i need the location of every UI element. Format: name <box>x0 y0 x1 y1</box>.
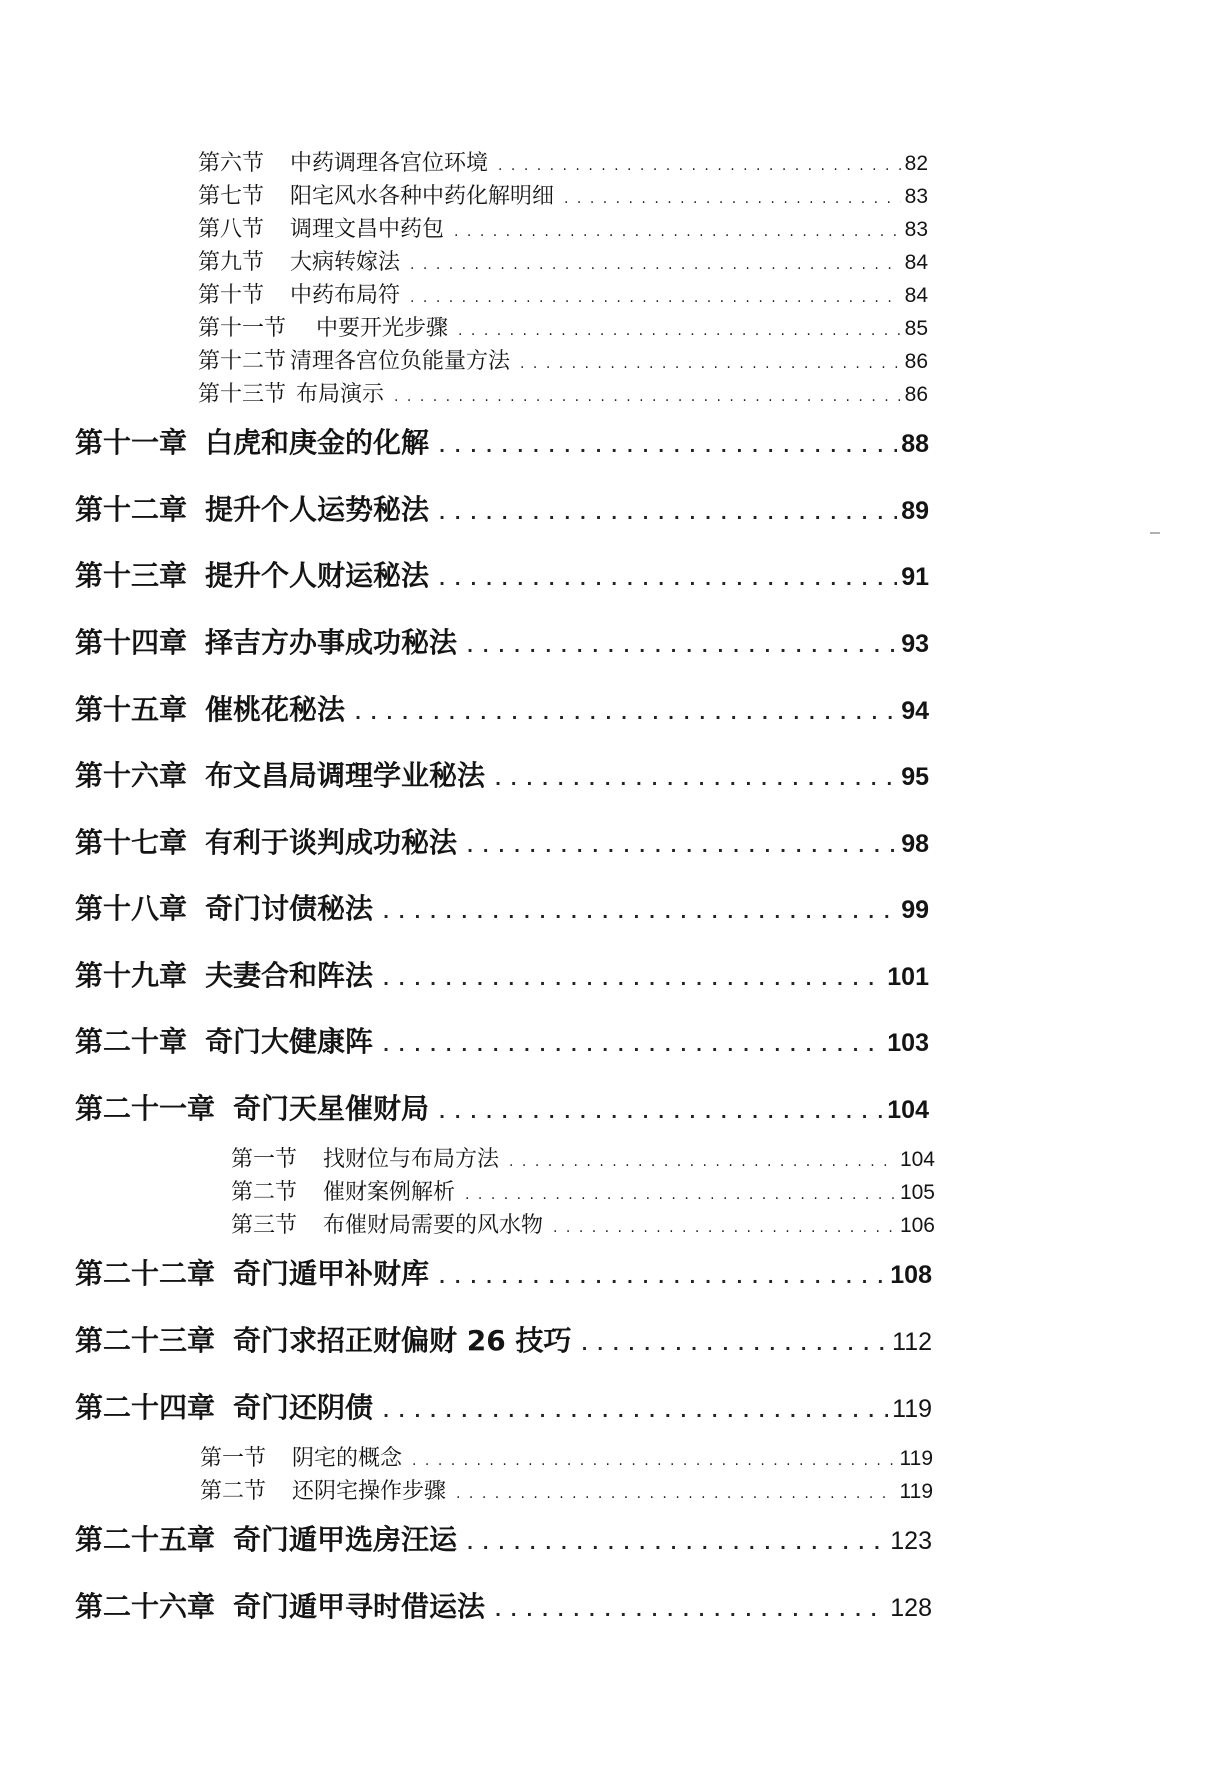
toc-chapter-row[interactable] <box>75 1087 929 1131</box>
chapter-title: 奇门还阴债 <box>233 1391 374 1424</box>
chapter-label: 第二十五章 <box>75 1523 216 1556</box>
toc-section-row[interactable] <box>198 311 928 345</box>
chapter-title: 奇门求招正财偏财 26 技巧 <box>233 1324 572 1357</box>
chapter-label: 第十一章 <box>75 426 188 459</box>
toc-chapter-row[interactable] <box>75 554 929 598</box>
dot-leader <box>495 770 897 789</box>
page-number: 89 <box>901 497 929 525</box>
dot-leader <box>439 504 897 523</box>
toc-section-row[interactable] <box>198 278 928 312</box>
page-number: 88 <box>901 430 929 458</box>
page-number: 99 <box>901 896 929 924</box>
page-number: 94 <box>901 697 929 725</box>
dot-leader <box>467 1534 886 1553</box>
toc-chapter-row[interactable] <box>75 688 929 732</box>
dot-leader <box>495 1601 886 1620</box>
page-number: 95 <box>901 763 929 791</box>
toc-chapter-row[interactable] <box>75 754 929 798</box>
chapter-label: 第十五章 <box>75 693 188 726</box>
page-number: 104 <box>899 1148 935 1171</box>
dot-leader <box>509 1154 896 1170</box>
section-title: 中要开光步骤 <box>316 316 449 341</box>
chapter-label: 第二十六章 <box>75 1590 216 1623</box>
section-label: 第二节 <box>231 1180 298 1205</box>
page-number: 86 <box>904 383 928 406</box>
section-label: 第二节 <box>200 1479 267 1504</box>
dot-leader <box>383 970 883 989</box>
section-title: 布催财局需要的风水物 <box>323 1213 544 1238</box>
toc-chapter-row[interactable] <box>75 821 929 865</box>
toc-chapter-row[interactable] <box>75 1585 932 1629</box>
chapter-title: 奇门遁甲寻时借运法 <box>233 1590 486 1623</box>
page-number: 103 <box>887 1029 929 1057</box>
section-title: 阳宅风水各种中药化解明细 <box>290 184 555 209</box>
section-title: 清理各宫位负能量方法 <box>290 349 511 374</box>
page-number: 123 <box>890 1527 932 1555</box>
chapter-label: 第十八章 <box>75 892 188 925</box>
page-number: 82 <box>904 152 928 175</box>
page-number: 91 <box>901 563 929 591</box>
section-title: 布局演示 <box>296 382 385 407</box>
dot-leader <box>581 1335 888 1354</box>
toc-section-row[interactable] <box>231 1142 935 1176</box>
toc-chapter-row[interactable] <box>75 1319 932 1363</box>
section-label: 第十三节 <box>198 382 287 407</box>
chapter-label: 第二十四章 <box>75 1391 216 1424</box>
section-label: 第九节 <box>198 250 265 275</box>
toc-section-row[interactable] <box>231 1208 935 1242</box>
dot-leader <box>458 323 901 339</box>
toc-chapter-row[interactable] <box>75 621 929 665</box>
chapter-title: 奇门遁甲补财库 <box>233 1257 430 1290</box>
section-title: 找财位与布局方法 <box>323 1147 500 1172</box>
dot-leader <box>454 224 901 240</box>
dot-leader <box>439 570 897 589</box>
toc-section-row[interactable] <box>198 212 928 246</box>
toc-section-row[interactable] <box>231 1175 935 1209</box>
toc-chapter-row[interactable] <box>75 1518 932 1562</box>
page-number: 119 <box>899 1480 933 1503</box>
chapter-title: 白虎和庚金的化解 <box>205 426 430 459</box>
page-number: 104 <box>887 1096 929 1124</box>
toc-section-row[interactable] <box>200 1441 933 1475</box>
chapter-label: 第十四章 <box>75 626 188 659</box>
page-number: 86 <box>904 350 928 373</box>
page-number: 93 <box>901 630 929 658</box>
page-number: 128 <box>890 1594 932 1622</box>
page-number: 119 <box>892 1395 932 1423</box>
section-title: 中药布局符 <box>290 283 401 308</box>
chapter-label: 第二十三章 <box>75 1324 216 1357</box>
section-label: 第十节 <box>198 283 265 308</box>
section-label: 第十二节 <box>198 349 287 374</box>
dot-leader <box>383 903 897 922</box>
chapter-label: 第二十一章 <box>75 1092 216 1125</box>
scan-mark <box>1150 532 1160 534</box>
dot-leader <box>355 704 897 723</box>
chapter-label: 第十六章 <box>75 759 188 792</box>
toc-section-row[interactable] <box>198 245 928 279</box>
toc-chapter-row[interactable] <box>75 488 929 532</box>
dot-leader <box>383 1402 888 1421</box>
section-label: 第七节 <box>198 184 265 209</box>
toc-section-row[interactable] <box>198 146 928 180</box>
chapter-label: 第十七章 <box>75 826 188 859</box>
section-title: 还阴宅操作步骤 <box>292 1479 447 1504</box>
section-label: 第一节 <box>200 1446 267 1471</box>
page-number: 85 <box>904 317 928 340</box>
page-number: 105 <box>899 1181 935 1204</box>
chapter-title: 催桃花秘法 <box>205 693 346 726</box>
dot-leader <box>439 1268 886 1287</box>
toc-chapter-row[interactable] <box>75 887 929 931</box>
page-number: 83 <box>904 185 928 208</box>
toc-chapter-row[interactable] <box>75 1020 929 1064</box>
dot-leader <box>410 257 901 273</box>
dot-leader <box>564 191 901 207</box>
section-label: 第三节 <box>231 1213 298 1238</box>
chapter-label: 第十二章 <box>75 493 188 526</box>
toc-section-row[interactable] <box>198 179 928 213</box>
page-number: 84 <box>904 284 928 307</box>
chapter-title: 夫妻合和阵法 <box>205 959 374 992</box>
chapter-title: 奇门讨债秘法 <box>205 892 374 925</box>
page-number: 84 <box>904 251 928 274</box>
section-label: 第十一节 <box>198 316 287 341</box>
toc-section-row[interactable] <box>198 344 928 378</box>
section-title: 催财案例解析 <box>323 1180 456 1205</box>
dot-leader <box>394 389 901 405</box>
section-title: 中药调理各宫位环境 <box>290 151 489 176</box>
dot-leader <box>439 437 897 456</box>
section-label: 第六节 <box>198 151 265 176</box>
toc-chapter-row[interactable] <box>75 1386 932 1430</box>
chapter-title: 提升个人财运秘法 <box>205 559 430 592</box>
dot-leader <box>465 1187 896 1203</box>
chapter-title: 提升个人运势秘法 <box>205 493 430 526</box>
toc-chapter-row[interactable] <box>75 1252 932 1296</box>
page-number: 108 <box>890 1261 932 1289</box>
page-number: 119 <box>899 1447 933 1470</box>
chapter-label: 第二十章 <box>75 1025 188 1058</box>
section-title: 调理文昌中药包 <box>290 217 445 242</box>
section-title: 大病转嫁法 <box>290 250 401 275</box>
toc-section-row[interactable] <box>198 377 928 411</box>
chapter-title: 奇门遁甲选房汪运 <box>233 1523 458 1556</box>
chapter-title: 奇门大健康阵 <box>205 1025 374 1058</box>
chapter-label: 第十九章 <box>75 959 188 992</box>
dot-leader <box>553 1220 896 1236</box>
toc-chapter-row[interactable] <box>75 954 929 998</box>
page-number: 112 <box>892 1328 932 1356</box>
dot-leader <box>439 1103 883 1122</box>
toc-section-row[interactable] <box>200 1474 933 1508</box>
section-label: 第八节 <box>198 217 265 242</box>
page-number: 83 <box>904 218 928 241</box>
dot-leader <box>520 356 901 372</box>
chapter-title: 有利于谈判成功秘法 <box>205 826 458 859</box>
section-title: 阴宅的概念 <box>292 1446 403 1471</box>
dot-leader <box>467 837 897 856</box>
toc-chapter-row[interactable] <box>75 421 929 465</box>
section-label: 第一节 <box>231 1147 298 1172</box>
dot-leader <box>410 290 901 306</box>
chapter-title: 布文昌局调理学业秘法 <box>205 759 486 792</box>
dot-leader <box>412 1453 896 1469</box>
dot-leader <box>467 637 897 656</box>
page-number: 106 <box>899 1214 935 1237</box>
chapter-title: 择吉方办事成功秘法 <box>205 626 458 659</box>
chapter-label: 第二十二章 <box>75 1257 216 1290</box>
page-number: 101 <box>887 963 929 991</box>
page-number: 98 <box>901 830 929 858</box>
chapter-label: 第十三章 <box>75 559 188 592</box>
chapter-title: 奇门天星催财局 <box>233 1092 430 1125</box>
dot-leader <box>498 158 901 174</box>
dot-leader <box>383 1036 883 1055</box>
dot-leader <box>456 1486 896 1502</box>
